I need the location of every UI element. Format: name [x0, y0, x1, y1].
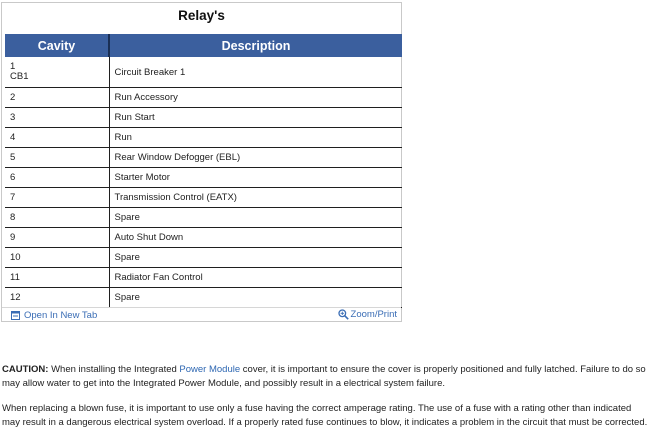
description-cell: Spare — [109, 288, 402, 308]
cavity-value: 11 — [10, 271, 20, 283]
table-row — [5, 208, 402, 228]
description-cell: Spare — [109, 248, 402, 268]
caution-text-before: When installing the Integrated — [48, 364, 180, 375]
cavity-cell — [5, 268, 109, 288]
fuse-note-paragraph: When replacing a blown fuse, it is important to use only a fuse having the correct amperage rating. The use of a fuse with a rating other than indicated may result in a dangerous electrical system overload. If a properly rated fuse continues to blow, it indicates a problem in the circuit that must be corrected. — [2, 403, 648, 428]
table-row — [5, 188, 402, 208]
cavity-cell — [5, 228, 109, 248]
description-cell: Run — [109, 128, 402, 148]
cavity-value: 2 — [10, 91, 16, 103]
description-cell: Auto Shut Down — [109, 228, 402, 248]
table-row — [5, 168, 402, 188]
cavity-value: 10 — [10, 251, 21, 263]
cavity-value: 6 — [10, 171, 16, 183]
cavity-value: CB1 — [10, 71, 29, 82]
description-cell: Circuit Breaker 1 — [109, 57, 402, 88]
cavity-cell — [5, 208, 109, 228]
cavity-value: 1 — [10, 61, 16, 72]
magnifier-icon — [338, 309, 349, 320]
caution-paragraph — [2, 363, 648, 390]
table-row — [5, 228, 402, 248]
description-cell: Run Accessory — [109, 88, 402, 108]
description-cell: Run Start — [109, 108, 402, 128]
table-row — [5, 148, 402, 168]
cavity-cell — [5, 57, 109, 88]
caution-label: CAUTION: — [2, 364, 49, 375]
cavity-value: 8 — [10, 211, 16, 223]
table-row — [5, 128, 402, 148]
cavity-cell — [5, 188, 109, 208]
cavity-value: 7 — [10, 191, 16, 203]
description-cell: Starter Motor — [109, 168, 402, 188]
cavity-cell — [5, 148, 109, 168]
open-in-new-tab-link[interactable] — [11, 310, 97, 321]
description-cell: Transmission Control (EATX) — [109, 188, 402, 208]
column-header-description: Description — [109, 34, 402, 57]
description-cell: Spare — [109, 208, 402, 228]
table-row — [5, 268, 402, 288]
zoom-print-label: Zoom/Print — [350, 309, 397, 320]
cavity-value: 12 — [10, 291, 21, 303]
cavity-value: 3 — [10, 111, 16, 123]
table-row — [5, 57, 402, 88]
relay-table — [5, 34, 402, 308]
cavity-value: 5 — [10, 151, 16, 163]
figure-footer — [2, 307, 401, 324]
cavity-cell — [5, 168, 109, 188]
description-cell: Rear Window Defogger (EBL) — [109, 148, 402, 168]
cavity-value: 4 — [10, 131, 16, 143]
cavity-value: 9 — [10, 231, 16, 243]
table-row — [5, 248, 402, 268]
description-cell: Radiator Fan Control — [109, 268, 402, 288]
cavity-cell — [5, 108, 109, 128]
table-row — [5, 108, 402, 128]
table-row — [5, 88, 402, 108]
open-in-new-tab-label: Open In New Tab — [24, 310, 98, 321]
figure-title: Relay's — [178, 8, 225, 23]
caution-text-after: cover, it is important to ensure the cover is properly positioned and fully latched. Failure to do so may allow water to get into the Integrated Power Module, and possibly result in a electrical system failure. — [2, 364, 646, 389]
table-header-row — [5, 34, 402, 57]
cavity-cell — [5, 88, 109, 108]
column-header-cavity: Cavity — [5, 34, 109, 57]
power-module-link[interactable]: Power Module — [179, 364, 241, 375]
zoom-print-link[interactable] — [338, 309, 397, 320]
cavity-cell — [5, 128, 109, 148]
cavity-cell — [5, 248, 109, 268]
relay-figure — [1, 2, 402, 322]
cavity-cell — [5, 288, 109, 308]
open-tab-icon — [11, 311, 20, 320]
table-row — [5, 288, 402, 308]
